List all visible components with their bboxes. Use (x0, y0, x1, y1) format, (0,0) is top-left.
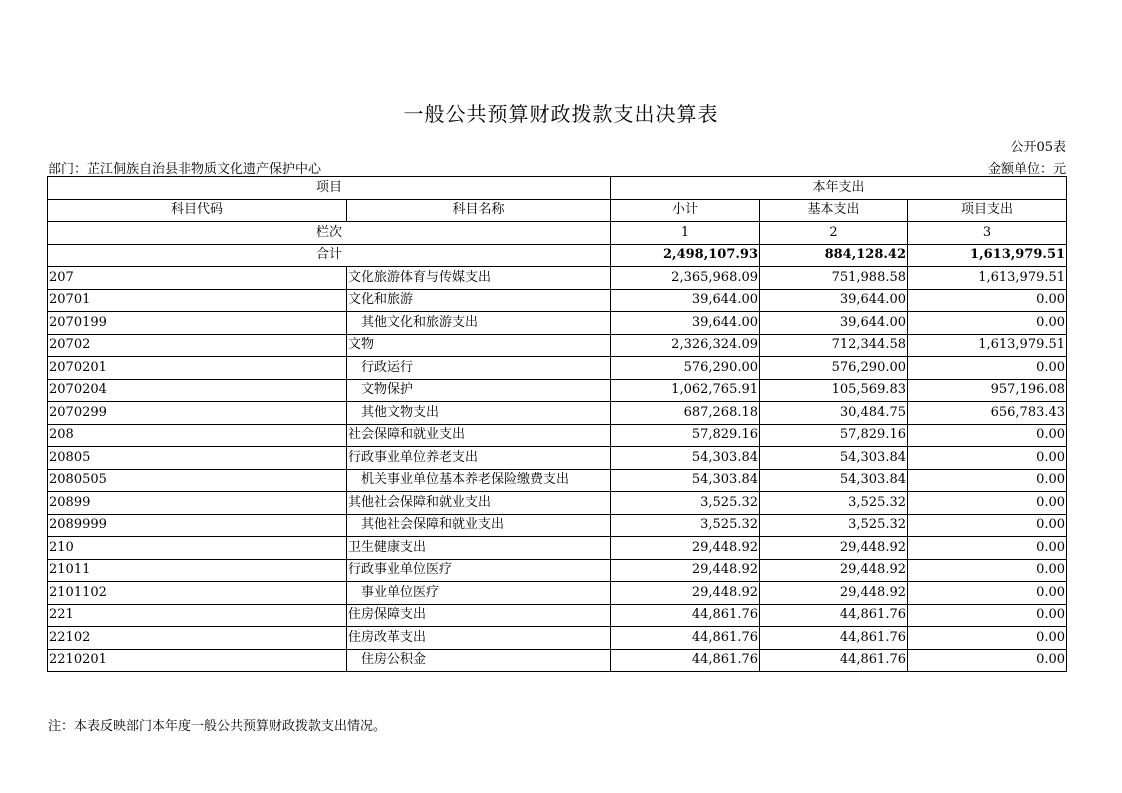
form-number: 公开05表 (1010, 140, 1066, 155)
row-subtotal: 44,861.76 (611, 649, 760, 672)
row-project: 656,783.43 (908, 402, 1067, 425)
row-basic: 30,484.75 (760, 402, 908, 425)
row-code: 208 (48, 424, 347, 447)
row-project: 1,613,979.51 (908, 267, 1067, 290)
row-basic: 54,303.84 (760, 469, 908, 492)
column-index-label: 栏次 (48, 222, 611, 245)
row-name: 其他社会保障和就业支出 (347, 514, 611, 537)
row-code: 2089999 (48, 514, 347, 537)
row-project: 957,196.08 (908, 379, 1067, 402)
table-row (48, 289, 1067, 312)
page-title: 一般公共预算财政拨款支出决算表 (403, 102, 719, 126)
row-project: 0.00 (908, 424, 1067, 447)
table-row (48, 379, 1067, 402)
row-basic: 39,644.00 (760, 289, 908, 312)
row-subtotal: 2,326,324.09 (611, 334, 760, 357)
row-project: 0.00 (908, 514, 1067, 537)
table-row (48, 447, 1067, 470)
row-project: 0.00 (908, 582, 1067, 605)
row-name: 住房公积金 (347, 649, 611, 672)
row-project: 0.00 (908, 649, 1067, 672)
row-basic: 44,861.76 (760, 604, 908, 627)
amount-unit-label: 金额单位：元 (987, 162, 1066, 177)
row-name: 卫生健康支出 (347, 537, 611, 560)
row-name: 住房改革支出 (347, 627, 611, 650)
row-subtotal: 3,525.32 (611, 514, 760, 537)
total-basic: 884,128.42 (760, 244, 908, 267)
row-project: 0.00 (908, 559, 1067, 582)
expenditure-table (47, 176, 1067, 672)
table-row (48, 582, 1067, 605)
row-subtotal: 39,644.00 (611, 289, 760, 312)
row-subtotal: 54,303.84 (611, 447, 760, 470)
table-note: 注：本表反映部门本年度一般公共预算财政拨款支出情况。 (48, 719, 387, 734)
row-name: 文物 (347, 334, 611, 357)
row-code: 2101102 (48, 582, 347, 605)
column-index-3: 3 (908, 222, 1067, 245)
row-name: 其他文物支出 (347, 402, 611, 425)
table-row (48, 537, 1067, 560)
row-subtotal: 39,644.00 (611, 312, 760, 335)
column-index-row (48, 222, 1067, 245)
row-project: 0.00 (908, 357, 1067, 380)
row-basic: 44,861.76 (760, 649, 908, 672)
row-code: 20899 (48, 492, 347, 515)
row-subtotal: 29,448.92 (611, 537, 760, 560)
row-name: 其他社会保障和就业支出 (347, 492, 611, 515)
table-row (48, 469, 1067, 492)
row-subtotal: 54,303.84 (611, 469, 760, 492)
header-code: 科目代码 (48, 199, 347, 222)
row-basic: 29,448.92 (760, 537, 908, 560)
department-label: 部门：芷江侗族自治县非物质文化遗产保护中心 (48, 162, 322, 177)
header-basic: 基本支出 (760, 199, 908, 222)
row-subtotal: 29,448.92 (611, 559, 760, 582)
total-label: 合计 (48, 244, 611, 267)
row-code: 22102 (48, 627, 347, 650)
row-subtotal: 687,268.18 (611, 402, 760, 425)
table-row (48, 627, 1067, 650)
row-name: 事业单位医疗 (347, 582, 611, 605)
row-name: 其他文化和旅游支出 (347, 312, 611, 335)
row-basic: 712,344.58 (760, 334, 908, 357)
row-basic: 29,448.92 (760, 582, 908, 605)
table-row (48, 604, 1067, 627)
header-row-2 (48, 199, 1067, 222)
row-project: 0.00 (908, 537, 1067, 560)
row-subtotal: 57,829.16 (611, 424, 760, 447)
header-project: 项目支出 (908, 199, 1067, 222)
column-index-2: 2 (760, 222, 908, 245)
row-subtotal: 3,525.32 (611, 492, 760, 515)
row-name: 文化和旅游 (347, 289, 611, 312)
row-project: 0.00 (908, 469, 1067, 492)
row-name: 文化旅游体育与传媒支出 (347, 267, 611, 290)
row-project: 0.00 (908, 312, 1067, 335)
table-row (48, 357, 1067, 380)
total-subtotal: 2,498,107.93 (611, 244, 760, 267)
row-name: 行政事业单位医疗 (347, 559, 611, 582)
row-project: 0.00 (908, 604, 1067, 627)
row-code: 2070204 (48, 379, 347, 402)
total-project: 1,613,979.51 (908, 244, 1067, 267)
row-name: 行政运行 (347, 357, 611, 380)
table-row (48, 402, 1067, 425)
row-basic: 39,644.00 (760, 312, 908, 335)
table-row (48, 334, 1067, 357)
header-item: 项目 (48, 177, 611, 200)
row-basic: 751,988.58 (760, 267, 908, 290)
row-code: 20702 (48, 334, 347, 357)
row-project: 0.00 (908, 289, 1067, 312)
row-project: 0.00 (908, 447, 1067, 470)
row-subtotal: 576,290.00 (611, 357, 760, 380)
row-basic: 576,290.00 (760, 357, 908, 380)
row-name: 行政事业单位养老支出 (347, 447, 611, 470)
row-project: 0.00 (908, 492, 1067, 515)
table-row (48, 267, 1067, 290)
header-subtotal: 小计 (611, 199, 760, 222)
row-code: 2210201 (48, 649, 347, 672)
table-row (48, 649, 1067, 672)
row-subtotal: 1,062,765.91 (611, 379, 760, 402)
row-code: 21011 (48, 559, 347, 582)
table-row (48, 492, 1067, 515)
table-row (48, 514, 1067, 537)
row-basic: 3,525.32 (760, 514, 908, 537)
row-name: 住房保障支出 (347, 604, 611, 627)
row-code: 20701 (48, 289, 347, 312)
row-project: 1,613,979.51 (908, 334, 1067, 357)
header-name: 科目名称 (347, 199, 611, 222)
table-row (48, 424, 1067, 447)
row-name: 社会保障和就业支出 (347, 424, 611, 447)
total-row (48, 244, 1067, 267)
row-basic: 57,829.16 (760, 424, 908, 447)
row-basic: 54,303.84 (760, 447, 908, 470)
header-current-year: 本年支出 (611, 177, 1067, 200)
row-subtotal: 29,448.92 (611, 582, 760, 605)
row-code: 2070201 (48, 357, 347, 380)
column-index-1: 1 (611, 222, 760, 245)
table-row (48, 559, 1067, 582)
row-code: 210 (48, 537, 347, 560)
row-basic: 3,525.32 (760, 492, 908, 515)
row-basic: 29,448.92 (760, 559, 908, 582)
row-name: 文物保护 (347, 379, 611, 402)
row-code: 2070299 (48, 402, 347, 425)
row-basic: 44,861.76 (760, 627, 908, 650)
row-code: 207 (48, 267, 347, 290)
row-subtotal: 2,365,968.09 (611, 267, 760, 290)
row-basic: 105,569.83 (760, 379, 908, 402)
row-code: 2070199 (48, 312, 347, 335)
table-row (48, 312, 1067, 335)
row-project: 0.00 (908, 627, 1067, 650)
row-code: 221 (48, 604, 347, 627)
header-row-1 (48, 177, 1067, 200)
row-subtotal: 44,861.76 (611, 604, 760, 627)
row-name: 机关事业单位基本养老保险缴费支出 (347, 469, 611, 492)
row-code: 20805 (48, 447, 347, 470)
row-code: 2080505 (48, 469, 347, 492)
row-subtotal: 44,861.76 (611, 627, 760, 650)
